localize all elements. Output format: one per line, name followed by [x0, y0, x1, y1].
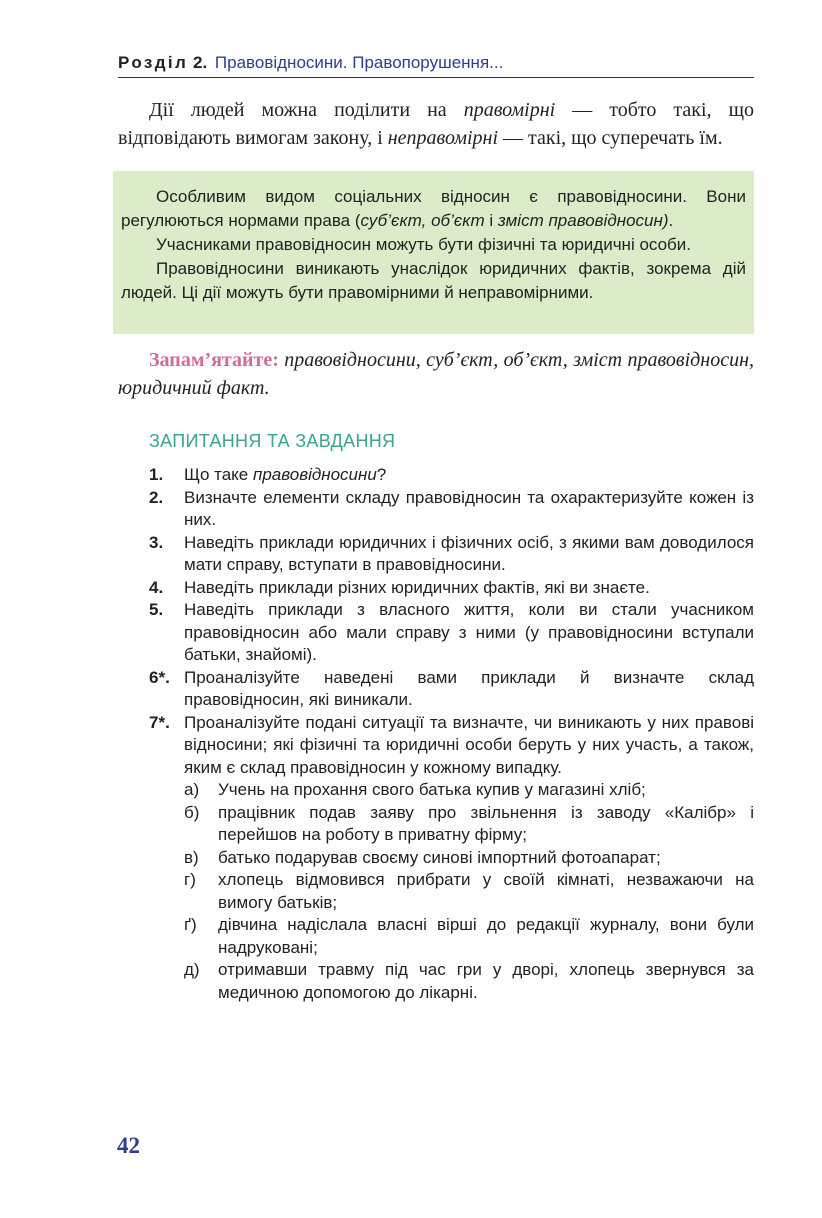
- question-item: [149, 487, 754, 532]
- section-label: Розділ: [118, 53, 189, 72]
- remember-block: [118, 346, 754, 402]
- question-number: 2.: [149, 487, 164, 507]
- question-text: Проаналізуйте подані ситуації та визначте, чи виникають у них правові відносини; які фізичні та юридичні особи беруть у них участь, а також, яким є склад правовідносин у кожному випадку.: [184, 712, 754, 777]
- definition-text: .: [668, 211, 674, 230]
- situation-item: [184, 847, 754, 870]
- definition-text: Особливим видом соціальних відносин є правовідносини. Вони регулюються нормами права (: [121, 187, 746, 230]
- question-text-part: Що таке: [184, 465, 253, 484]
- situation-label: ґ): [184, 915, 197, 934]
- question-item: [149, 667, 754, 712]
- question-text: Проаналізуйте наведені вами приклади й визначте склад правовідносин, які виникали.: [184, 667, 754, 709]
- situation-text: батько подарував своєму синові імпортний фотоапарат;: [218, 847, 661, 867]
- situation-item: [184, 779, 754, 802]
- situations-list: [184, 779, 754, 1004]
- situation-label: а): [184, 780, 200, 799]
- situation-label: в): [184, 847, 199, 867]
- situation-item: [184, 959, 754, 1004]
- definition-paragraph: Учасниками правовідносин можуть бути фізичні та юридичні особи.: [156, 235, 691, 254]
- questions-title: ЗАПИТАННЯ ТА ЗАВДАННЯ: [149, 431, 396, 451]
- situation-label: г): [184, 870, 196, 889]
- question-number: 1.: [149, 465, 164, 484]
- situation-label: д): [184, 960, 200, 979]
- remember-terms: правовідносини, суб’єкт, об’єкт, зміст правовідносин, юридичний факт.: [118, 349, 754, 399]
- question-term: правовідносини: [252, 465, 377, 484]
- question-number: 7*.: [149, 712, 170, 732]
- question-item: [149, 712, 754, 1005]
- questions-list: [149, 464, 754, 1004]
- question-item: [149, 599, 754, 667]
- situation-item: [184, 914, 754, 959]
- section-number: 2.: [192, 53, 208, 72]
- remember-label: Запам’ятайте:: [149, 349, 279, 371]
- question-text: Наведіть приклади з власного життя, коли ви стали учасником правовідносин або мали справу з ними (у правовідносини вступали батьки, знайомі).: [184, 600, 754, 664]
- definition-text: і: [484, 211, 498, 230]
- definition-term: суб’єкт, об’єкт: [360, 211, 485, 230]
- question-text: Наведіть приклади різних юридичних фактів, які ви знаєте.: [184, 577, 650, 597]
- situation-item: [184, 802, 754, 847]
- definition-paragraph: [121, 185, 746, 233]
- question-item: [149, 464, 754, 487]
- question-text: [184, 464, 754, 487]
- definition-box: [113, 171, 754, 334]
- term-lawful: правомірні: [463, 99, 556, 121]
- situation-text: дівчина надіслала власні вірші до редакції журналу, вони були надруковані;: [218, 915, 754, 957]
- question-item: [149, 577, 754, 600]
- intro-paragraph: [118, 96, 754, 152]
- situation-text: отримавши травму під час гри у дворі, хлопець звернувся за медичною допомогою до лікарні.: [218, 960, 754, 1002]
- page-number: 42: [117, 1133, 140, 1158]
- definition-term: зміст правовідносин): [497, 211, 669, 230]
- running-header: [118, 53, 754, 78]
- situation-label: б): [184, 802, 200, 822]
- question-body: [184, 712, 754, 1005]
- situation-text: хлопець відмовився прибрати у своїй кімнаті, незважаючи на вимогу батьків;: [218, 870, 754, 912]
- question-number: 5.: [149, 600, 164, 619]
- question-number: 6*.: [149, 667, 170, 687]
- intro-text: — тобто такі, що відповідають вимогам закону, і: [118, 99, 754, 149]
- section-title: Правовідносини. Правопорушення...: [214, 53, 504, 72]
- intro-text: Дії людей можна поділити на: [149, 99, 464, 121]
- question-text: Визначте елементи складу правовідносин та охарактеризуйте кожен із них.: [184, 487, 754, 529]
- definition-paragraph: Правовідносини виникають унаслідок юридичних фактів, зокрема дій людей. Ці дії можуть бути правомірними й неправомірними.: [121, 259, 746, 302]
- question-number: 3.: [149, 532, 164, 552]
- question-item: [149, 532, 754, 577]
- situation-item: [184, 869, 754, 914]
- question-text: Наведіть приклади юридичних і фізичних осіб, з якими вам доводилося мати справу, вступати в правовідносини.: [184, 532, 754, 574]
- question-number: 4.: [149, 577, 164, 597]
- situation-text: Учень на прохання свого батька купив у магазині хліб;: [218, 780, 646, 799]
- intro-text: — такі, що суперечать їм.: [498, 127, 723, 149]
- question-text-part: ?: [376, 465, 387, 484]
- term-unlawful: неправомірні: [387, 127, 499, 149]
- situation-text: працівник подав заяву про звільнення із заводу «Калібр» і перейшов на роботу в приватну фірму;: [218, 802, 754, 844]
